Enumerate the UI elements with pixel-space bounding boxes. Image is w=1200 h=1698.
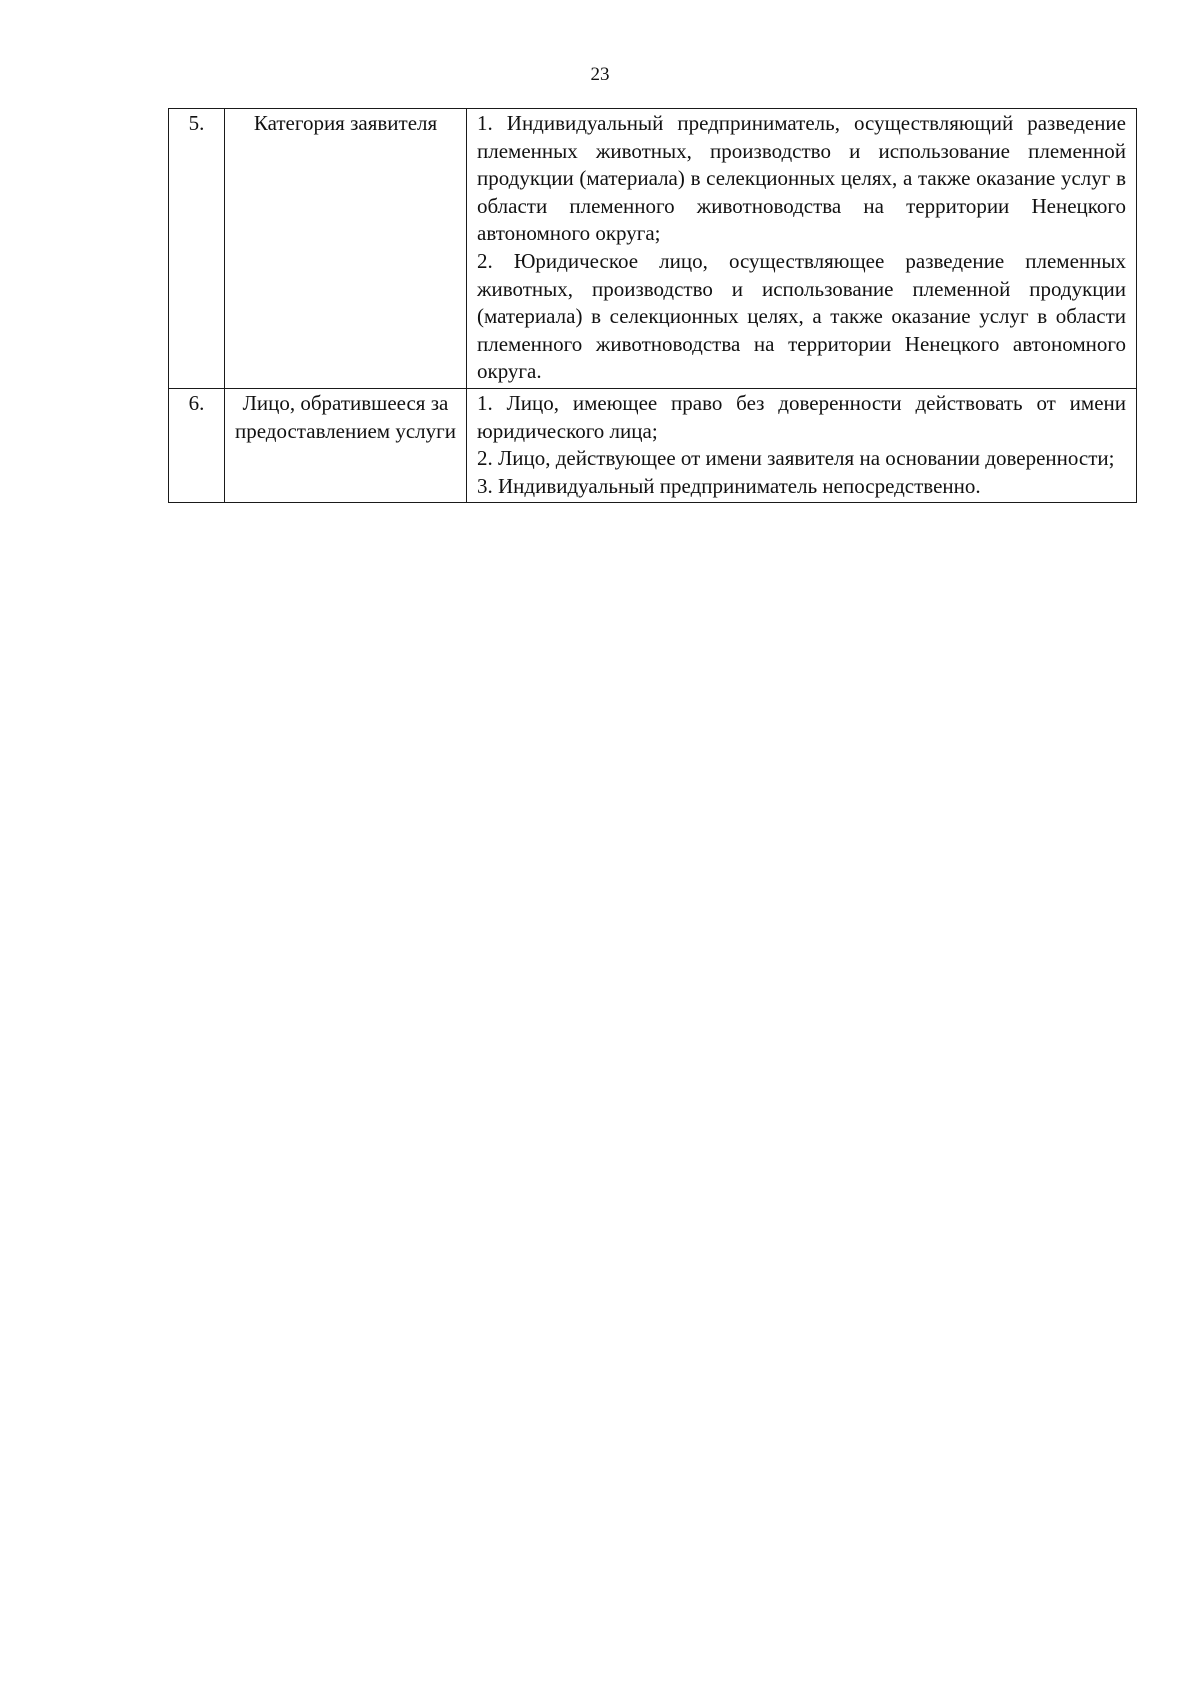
table-row: [169, 388, 1137, 502]
list-item: 1. Лицо, имеющее право без доверенности действовать от имени юридического лица;: [477, 390, 1126, 443]
row-name: Категория заявителя: [225, 109, 467, 389]
list-item: 2. Юридическое лицо, осуществляющее разведение племенных животных, производство и использование племенной продукции (материала) в селекционных целях, а также оказание услуг в области племенного животноводства на территории Ненецкого автономного округа.: [477, 248, 1126, 384]
list-item: 2. Лицо, действующее от имени заявителя на основании доверенности;: [477, 446, 1115, 471]
row-name: Лицо, обратившееся за предоставлением услуги: [225, 388, 467, 502]
page-number: 23: [590, 64, 610, 85]
table-row: [169, 109, 1137, 389]
applicant-table: [168, 108, 1137, 503]
row-number: 6.: [169, 388, 225, 502]
list-item: 3. Индивидуальный предприниматель непосредственно.: [477, 473, 981, 498]
list-item: 1. Индивидуальный предприниматель, осуществляющий разведение племенных животных, производство и использование племенной продукции (материала) в селекционных целях, а также оказание услуг в области племенного животноводства на территории Ненецкого автономного округа;: [477, 111, 1126, 246]
row-number: 5.: [169, 109, 225, 389]
row-value: [467, 388, 1137, 502]
row-value: [467, 109, 1137, 389]
